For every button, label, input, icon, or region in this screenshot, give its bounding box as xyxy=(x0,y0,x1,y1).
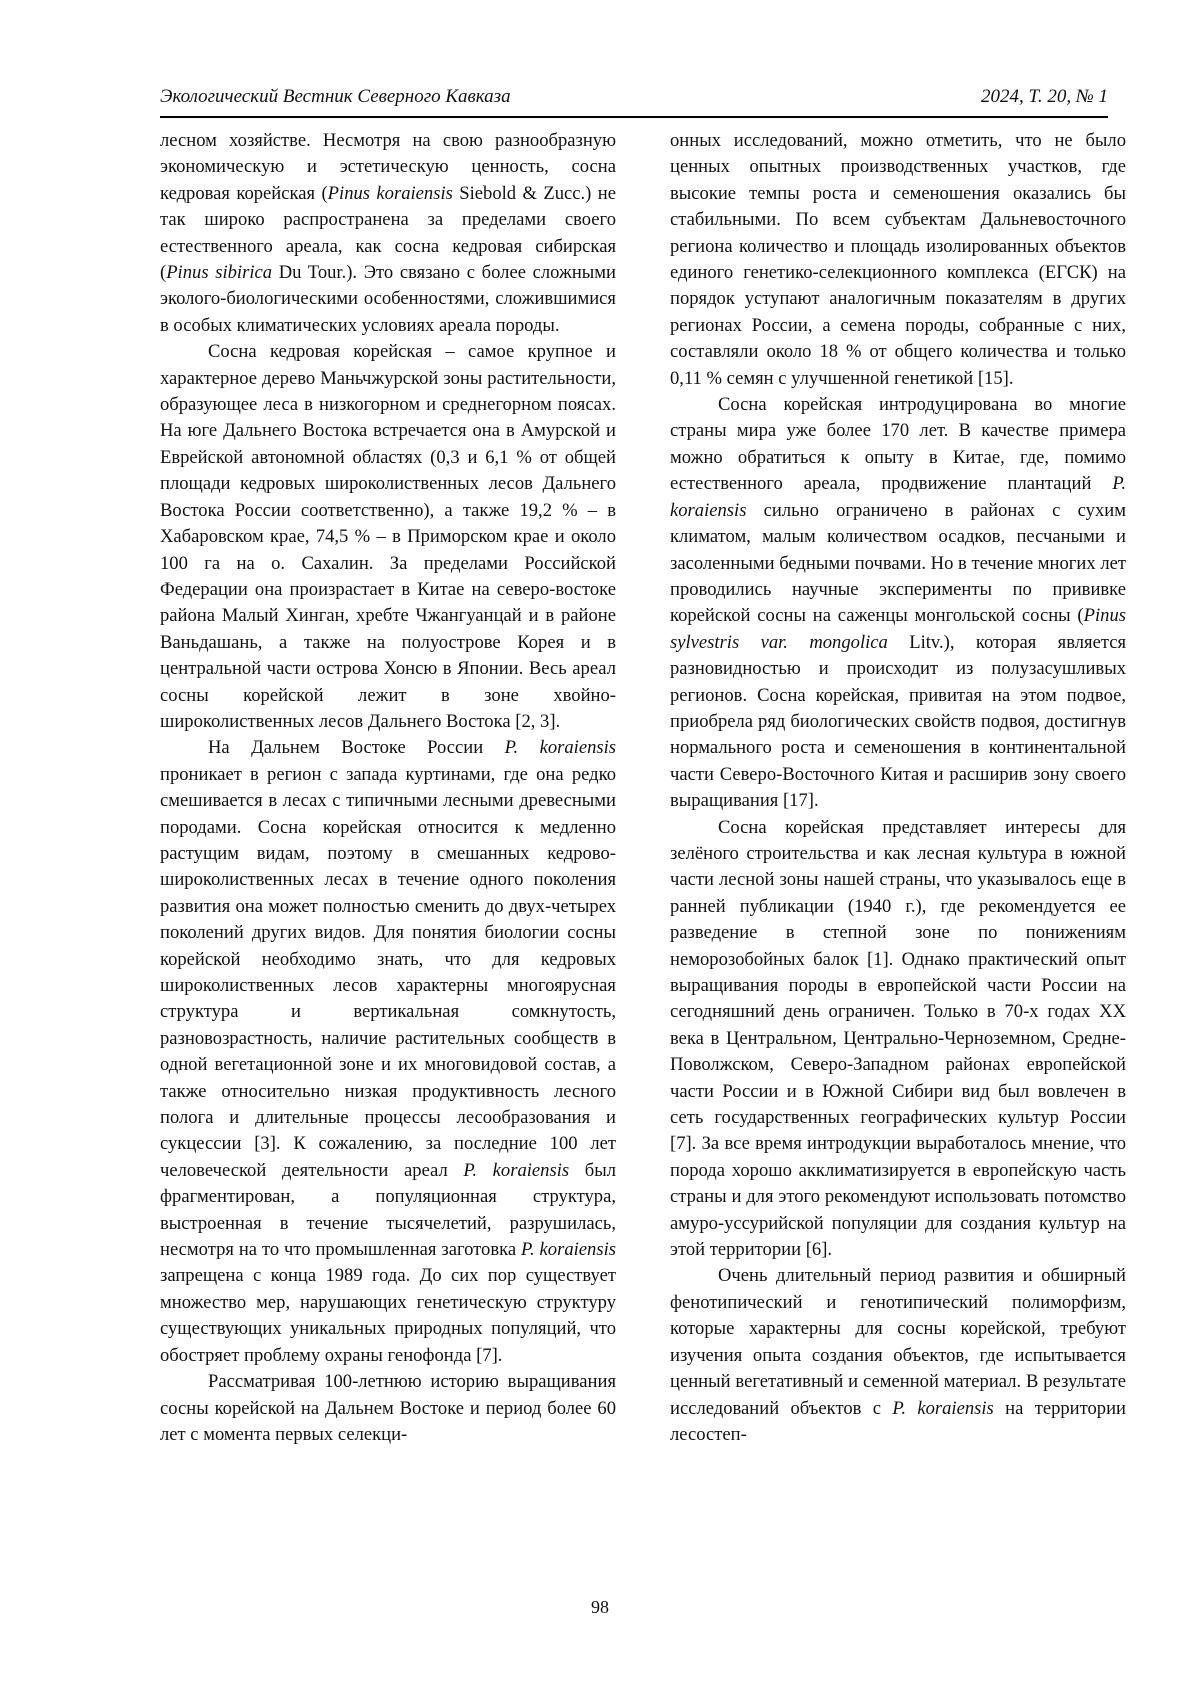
paragraph xyxy=(670,128,1126,392)
italic-term: P. koraiensis xyxy=(463,1159,570,1181)
text-run: Сосна корейская представляет интересы для зелёного строительства и как лесная культура в южной части лесной зоны нашей страны, что указывалось еще в ранней публикации (1940 г.), где рекомендуется ее разведение в степной зоне по понижениям неморозобойных балок [1]. Однако практический опыт выращивания породы в европейской части России на сегодняшний день ограничен. Только в 70-х годах XX века в Центральном, Центрально-Черноземном, Средне-Поволжском, Северо-Западном районах европейской части России и в Южной Сибири вид был вовлечен в сеть государственных географических культур России [7]. За все время интродукции выработалось мнение, что порода хорошо акклиматизируется в европейскую часть страны и для этого рекомендуют использовать потомство амуро-уссурийской популяции для создания культур на этой территории [6]. xyxy=(670,816,1126,1261)
italic-term: Pinus koraiensis xyxy=(327,182,453,204)
text-run: на территории лесостеп- xyxy=(670,1397,1126,1445)
left-text-column xyxy=(160,128,616,1558)
text-run: Du Tour.). Это связано с более сложными эколого-биологическими особенностями, сложившимися в особых климатических условиях ареала породы. xyxy=(160,262,616,336)
text-run: Litv.), которая является разновидностью и происходит из полузасушливых регионов. Сосна корейская, привитая на этом подвое, приобрела ряд биологических свойств подвоя, достигнув нормального роста и семеношения в континентальной части Северо-Восточного Китая и расширив зону своего выращивания [17]. xyxy=(670,631,1126,812)
text-run: проникает в регион с запада куртинами, где она редко смешивается в лесах с типичными лесными древесными породами. Сосна корейская относится к медленно растущим видам, поэтому в смешанных кедрово-широколиственных лесах в течение одного поколения развития она может полностью сменить до двух-четырех поколений других видов. Для понятия биологии сосны корейской необходимо знать, что для кедровых широколиственных лесов характерны многоярусная структура и вертикальная сомкнутость, разновозрастность, наличие растительных сообществ в одной вегетационной зоне и их многовидовой состав, а также относительно низкая продуктивность лесного полога и длительные процессы лесообразования и сукцессии [3]. К сожалению, за последние 100 лет человеческой деятельности ареал xyxy=(160,763,616,1181)
text-run: Siebold & Zucc.) не так широко распространена за пределами своего естественного ареала, как сосна кедровая сибирская ( xyxy=(160,182,616,284)
journal-title: Экологический Вестник Северного Кавказа xyxy=(160,86,511,107)
italic-term: Pinus sibirica xyxy=(166,262,273,284)
running-head xyxy=(160,86,1108,118)
text-run: Сосна кедровая корейская – самое крупное и характерное дерево Маньчжурской зоны растительности, образующее леса в низкогорном и среднегорном поясах. На юге Дальнего Востока встречается она в Амурской и Еврейской автономной областях (0,3 и 6,1 % от общей площади кедровых широколиственных лесов Дальнего Востока России соответственно), а также 19,2 % – в Хабаровском крае, 74,5 % – в Приморском крае и около 100 га на о. Сахалин. За пределами Российской Федерации она произрастает в Китае на северо-востоке района Малый Хинган, хребте Чжангуанцай и в районе Ваньдашань, а также на полуострове Корея и в центральной части острова Хонсю в Японии. Весь ареал сосны корейской лежит в зоне хвойно-широколиственных лесов Дальнего Востока [2, 3]. xyxy=(160,341,616,732)
paragraph xyxy=(160,735,616,1369)
text-run: Рассматривая 100-летнюю историю выращивания сосны корейской на Дальнем Востоке и период более 60 лет с момента первых селекци- xyxy=(160,1371,616,1445)
text-run: онных исследований, можно отметить, что не было ценных опытных производственных участков, где высокие темпы роста и семеношения оказались бы стабильными. По всем субъектам Дальневосточного региона количество и площадь изолированных объектов единого генетико-селекционного комплекса (ЕГСК) на порядок уступают аналогичным показателям в других регионах России, а семена породы, собранные с них, составляли около 18 % от общего количества и только 0,11 % семян с улучшенной генетикой [15]. xyxy=(670,130,1126,389)
text-run: Сосна корейская интродуцирована во многие страны мира уже более 170 лет. В качестве примера можно обратиться к опыту в Китае, где, помимо естественного ареала, продвижение плантаций xyxy=(670,394,1126,495)
paragraph xyxy=(160,1369,616,1448)
right-text-column xyxy=(670,128,1126,1558)
text-run: На Дальнем Востоке России xyxy=(208,737,505,759)
italic-term: P. koraiensis xyxy=(521,1239,616,1261)
text-run: Очень длительный период развития и обширный фенотипический и генотипический полиморфизм, которые характерны для сосны корейской, требуют изучения опыта создания объектов, где испытывается ценный вегетативный и семенной материал. В результате исследований объектов с xyxy=(670,1265,1126,1419)
paragraph xyxy=(670,1263,1126,1448)
text-run: запрещена с конца 1989 года. До сих пор существует множество мер, нарушающих генетическую структуру существующих уникальных природных популяций, что обостряет проблему охраны генофонда [7]. xyxy=(160,1265,616,1366)
paragraph xyxy=(160,339,616,735)
page-number: 98 xyxy=(591,1597,609,1617)
paragraph xyxy=(670,815,1126,1264)
italic-term: P. koraiensis xyxy=(504,737,616,759)
paragraph xyxy=(670,392,1126,815)
italic-term: P. koraiensis xyxy=(670,473,1126,521)
issue-info: 2024, Т. 20, № 1 xyxy=(980,86,1108,107)
text-run: лесном хозяйстве. Несмотря на свою разнообразную экономическую и эстетическую ценность, сосна кедровая корейская ( xyxy=(160,130,616,204)
text-run: был фрагментирован, а популяционная структура, выстроенная в течение тысячелетий, разрушилась, несмотря на то что промышленная заготовка xyxy=(160,1159,616,1261)
italic-term: Pinus sylvestris var. mongolica xyxy=(670,605,1126,653)
italic-term: P. koraiensis xyxy=(892,1397,994,1419)
paragraph xyxy=(160,128,616,339)
text-run: сильно ограничено в районах с сухим климатом, малым количеством осадков, песчаными и засоленными бедными почвами. Но в течение многих лет проводились научные эксперименты по прививке корейской сосны на саженцы монгольской сосны ( xyxy=(670,499,1126,627)
